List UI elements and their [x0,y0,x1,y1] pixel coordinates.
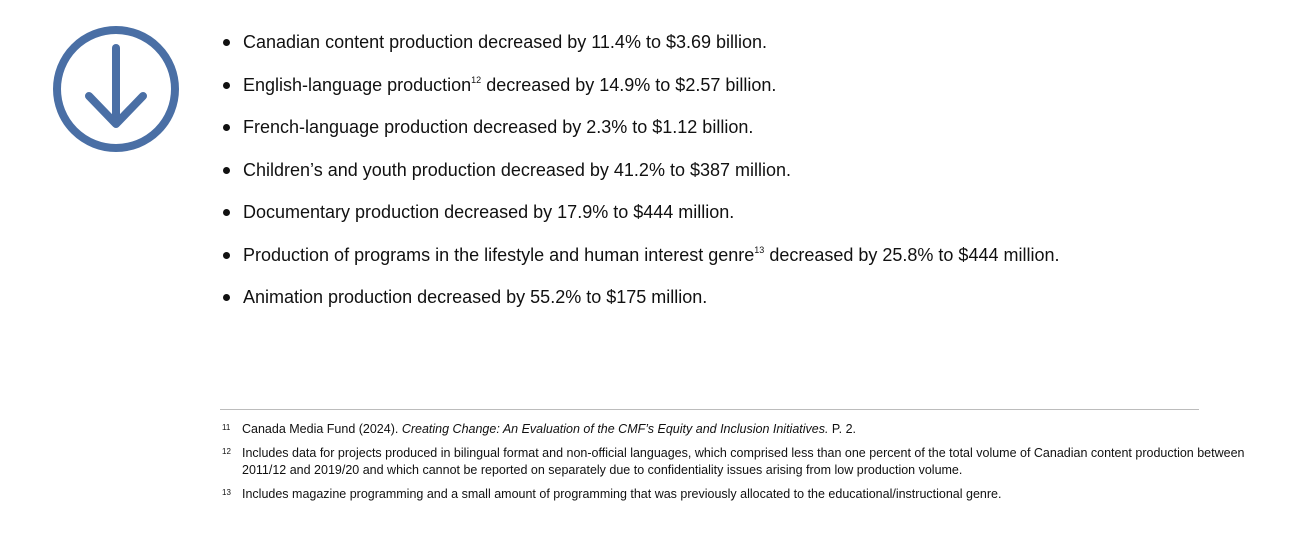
bullet-canadian-content: Canadian content production decreased by 11.4% to $3.69 billion. [220,28,1060,56]
production-decrease-list [220,28,1060,326]
footnote-number: 11 [222,423,231,432]
footnote-divider [220,409,1199,410]
footnotes [222,421,1262,510]
bullet-animation: Animation production decreased by 55.2% to $175 million. [220,283,1060,311]
bullet-french-language: French-language production decreased by 2.3% to $1.12 billion. [220,113,1060,141]
bullet-childrens-youth: Children’s and youth production decreased by 41.2% to $387 million. [220,156,1060,184]
footnote-number: 12 [222,447,231,456]
bullet-english-language: English-language production$^{12}$ decreased by 14.9% to $2.57 billion. [220,71,1060,99]
footnote-title: Creating Change: An Evaluation of the CMF’s Equity and Inclusion Initiatives. [401,422,829,436]
footnote-number: 13 [222,488,231,497]
arrow-down-circle-icon [51,24,181,154]
bullet-lifestyle-human-interest: Production of programs in the lifestyle and human interest genre$^{13}$ decreased by 25.8% to $444 million. [220,241,1060,269]
footnote-11: 11 Canada Media Fund (2024). Creating Change: An Evaluation of the CMF’s Equity and Inclusion Initiatives. P. 2. [222,422,857,436]
footnote-13: 13 Includes magazine programming and a small amount of programming that was previously allocated to the educational/instructional genre. [222,487,1002,501]
footnote-12: 12 Includes data for projects produced in bilingual format and non-official languages, which comprised less than one percent of the total volume of Canadian content production between 2011/12 and 2019/20 and which cannot be reported on separately due to confidentiality issues arising from low production volume. [222,446,1245,477]
bullet-documentary: Documentary production decreased by 17.9% to $444 million. [220,198,1060,226]
footnote-ref-13: 13 [754,244,765,255]
footnote-ref-12: 12 [471,74,482,85]
